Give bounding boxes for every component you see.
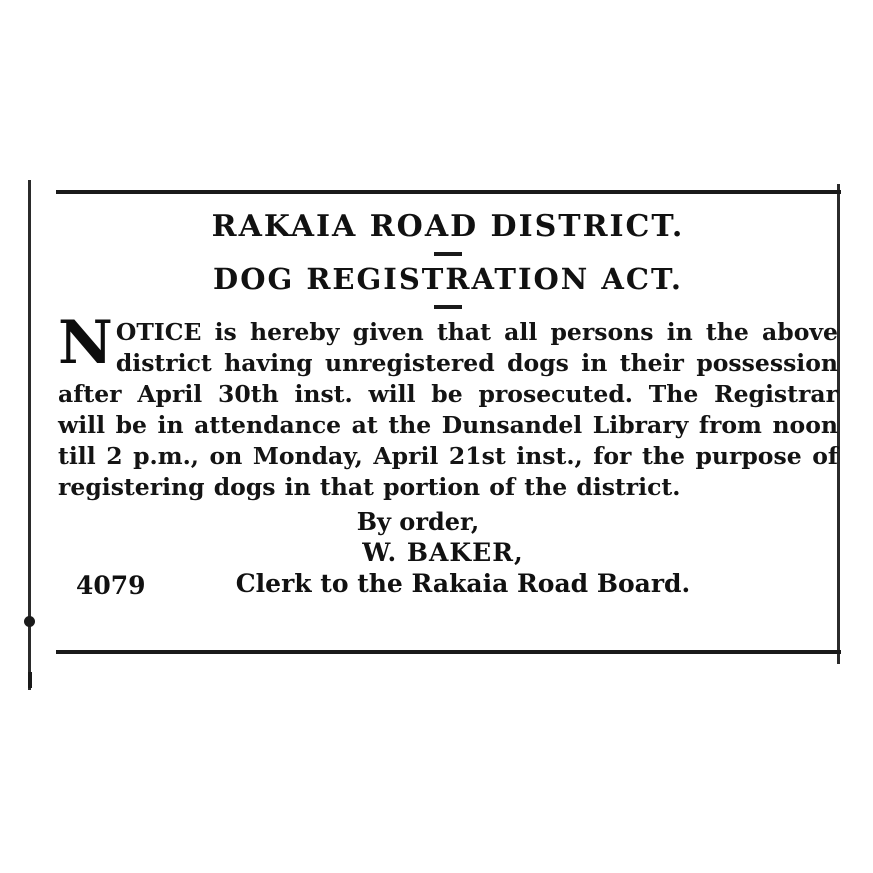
signatory-name: W. BAKER, [362, 537, 524, 567]
by-order-line: By order, [356, 506, 480, 536]
reference-number: 4079 [76, 570, 146, 600]
notice-paragraph-first-line: OTICE is hereby given that all persons in the [115, 317, 749, 346]
headline-separator [434, 252, 462, 256]
drop-cap-letter: N [58, 307, 113, 378]
notice-paragraph-text: above district having unregistered dogs in their possession after April 30th inst. will be prosecuted. The Registrar will be in attendance at the Dunsandel Library from noon till 2 p.m., on Monday, April 21st inst., for the purpose of registering dogs in that portion of the district. [58, 317, 838, 501]
notice-headline: RAKAIA ROAD DISTRICT. [211, 209, 685, 244]
margin-tick-marker [28, 672, 32, 688]
margin-dot-marker [24, 616, 35, 627]
newspaper-notice-clipping [28, 180, 846, 680]
footer-line [58, 569, 838, 603]
clerk-title-line: Clerk to the Rakaia Road Board. [235, 568, 691, 598]
notice-body [58, 204, 838, 603]
horizontal-rule-top [56, 190, 841, 194]
column-rule-left [28, 180, 31, 690]
notice-subhead: DOG REGISTRATION ACT. [213, 262, 683, 296]
horizontal-rule-bottom [56, 650, 841, 654]
subhead-separator [434, 305, 462, 309]
notice-paragraph [58, 307, 838, 503]
